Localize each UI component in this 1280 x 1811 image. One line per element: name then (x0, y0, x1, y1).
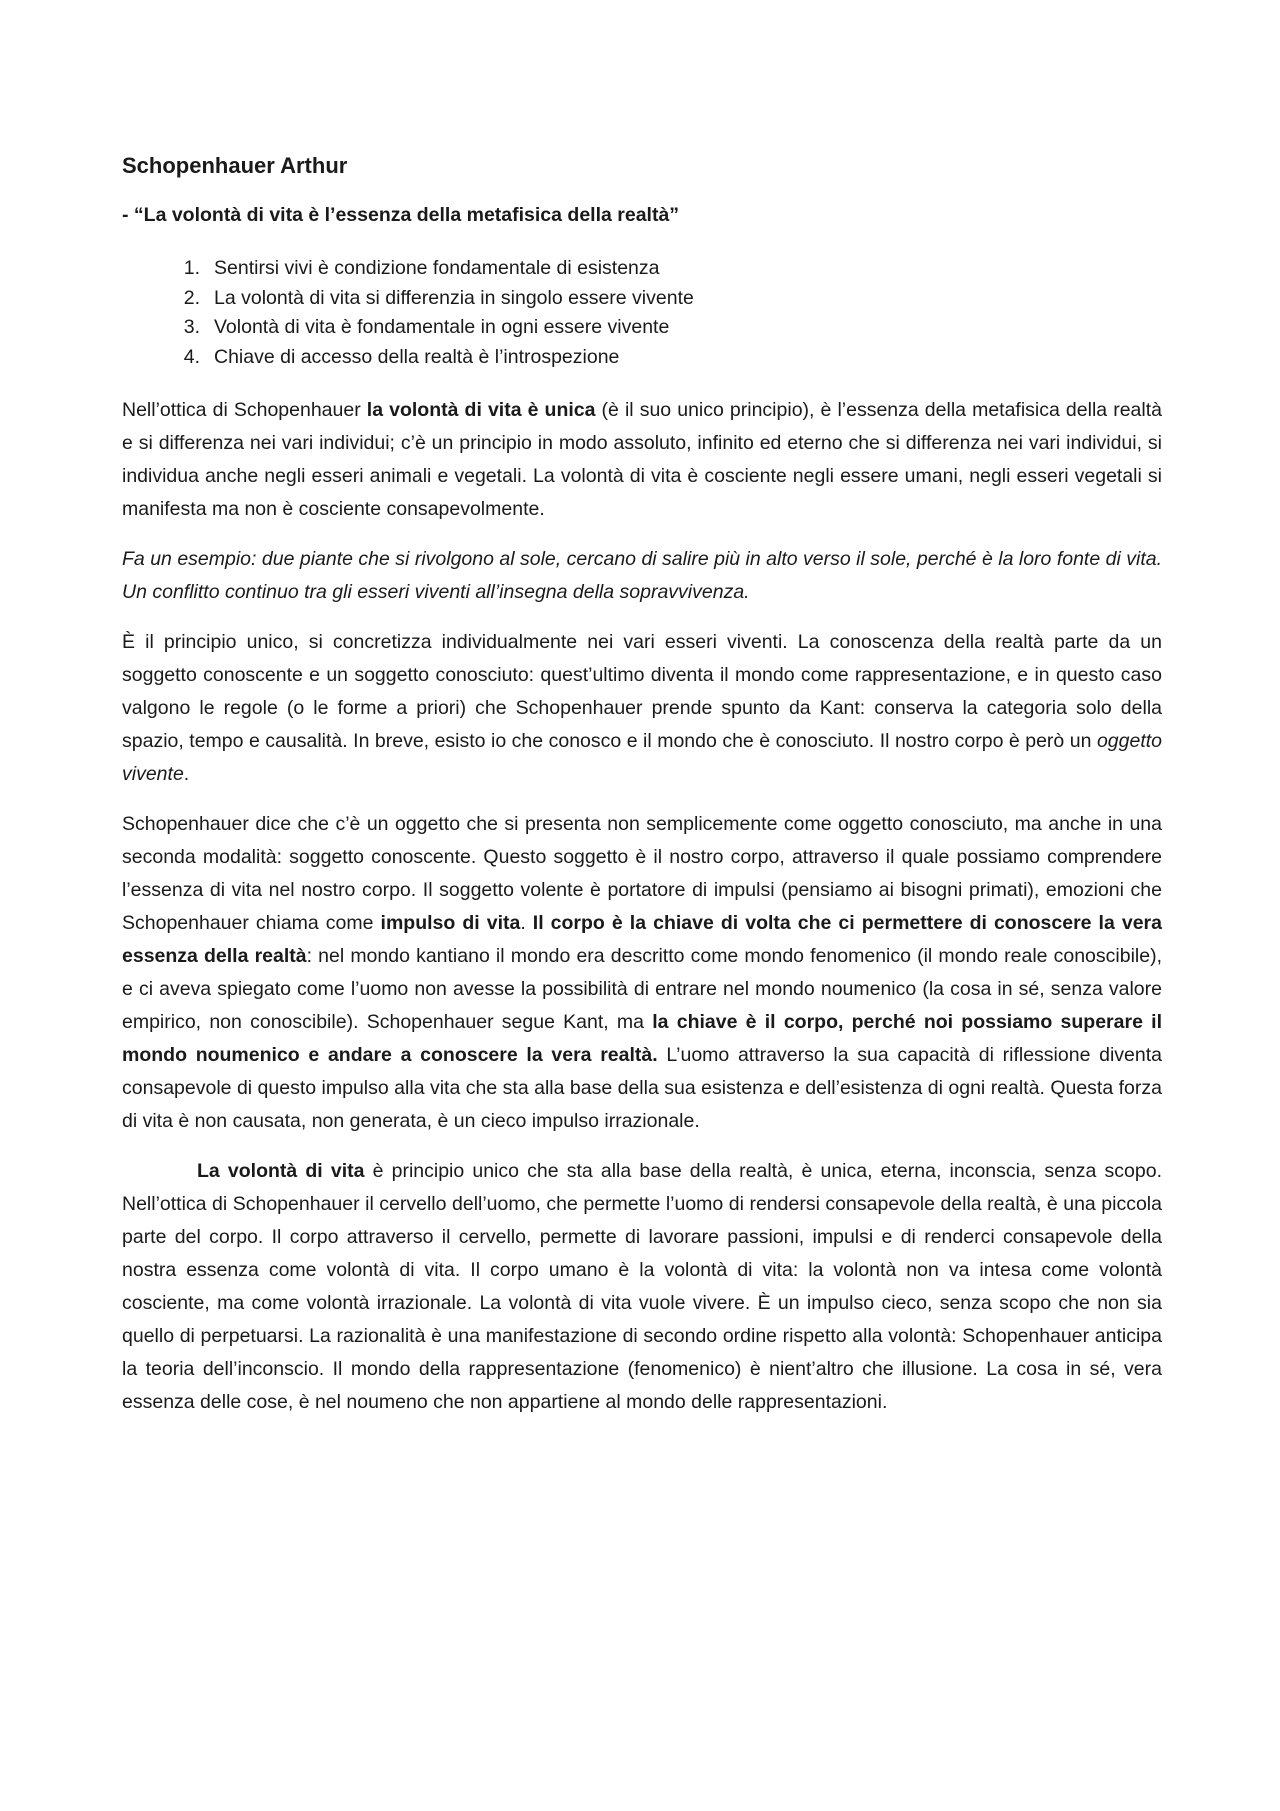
key-points-list (122, 254, 1162, 372)
list-item: 2. La volontà di vita si differenzia in singolo essere vivente (183, 286, 694, 309)
list-item: 3. Volontà di vita è fondamentale in ogni essere vivente (183, 316, 670, 338)
list-item: 1. Sentirsi vivi è condizione fondamentale di esistenza (183, 257, 660, 279)
document-page (122, 150, 1162, 1436)
paragraph-5: La volontà di vita è principio unico che sta alla base della realtà, è unica, eterna, inconscia, senza scopo. Nell’ottica di Schopenhauer il cervello dell’uomo, che permette l’uomo di rendersi consapevole della realtà, è una piccola parte del corpo. Il corpo attraverso il cervello, permette di lavorare passioni, impulsi e di renderci consapevole della nostra essenza come volontà di vita. Il corpo umano è la volontà di vita: la volontà non va intesa come volontà cosciente, ma come volontà irrazionale. La volontà di vita vuole vivere. È un impulso cieco, senza scopo che non sia quello di perpetuarsi. La razionalità è una manifestazione di secondo ordine rispetto alla volontà: Schopenhauer anticipa la teoria dell’inconscio. Il mondo della rappresentazione (fenomenico) è nient’altro che illusione. La cosa in sé, vera essenza delle cose, è nel noumeno che non appartiene al mondo delle rappresentazioni. (122, 1160, 1163, 1413)
paragraph-2-example: Fa un esempio: due piante che si rivolgono al sole, cercano di salire più in alto verso il sole, perché è la loro fonte di vita. Un conflitto continuo tra gli esseri viventi all’insegna della sopravvivenza. (122, 548, 1162, 603)
document-subtitle: - “La volontà di vita è l’essenza della metafisica della realtà” (122, 204, 680, 226)
paragraph-4: Schopenhauer dice che c’è un oggetto che si presenta non semplicemente come oggetto conosciuto, ma anche in una seconda modalità: soggetto conoscente. Questo soggetto è il nostro corpo, attraverso il quale possiamo comprendere l’essenza di vita nel nostro corpo. Il soggetto volente è portatore di impulsi (pensiamo ai bisogni primati), emozioni che Schopenhauer chiama come impulso di vita. Il corpo è la chiave di volta che ci permettere di conoscere la vera essenza della realtà: nel mondo kantiano il mondo era descritto come mondo fenomenico (il mondo reale conoscibile), e ci aveva spiegato come l’uomo non avesse la possibilità di entrare nel mondo noumenico (la cosa in sé, senza valore empirico, non conoscibile). Schopenhauer segue Kant, ma la chiave è il corpo, perché noi possiamo superare il mondo noumenico e andare a conoscere la vera realtà. L’uomo attraverso la sua capacità di riflessione diventa consapevole di questo impulso alla vita che sta alla base della sua esistenza e dell’esistenza di ogni realtà. Questa forza di vita è non causata, non generata, è un cieco impulso irrazionale. (122, 813, 1163, 1132)
paragraph-3: È il principio unico, si concretizza individualmente nei vari esseri viventi. La conoscenza della realtà parte da un soggetto conoscente e un soggetto conosciuto: quest’ultimo diventa il mondo come rappresentazione, e in questo caso valgono le regole (o le forme a priori) che Schopenhauer prende spunto da Kant: conserva la categoria solo della spazio, tempo e causalità. In breve, esisto io che conosco e il mondo che è conosciuto. Il nostro corpo è però un oggetto vivente. (122, 631, 1162, 785)
paragraph-1: Nell’ottica di Schopenhauer la volontà di vita è unica (è il suo unico principio), è l’essenza della metafisica della realtà e si differenza nei vari individui; c’è un principio in modo assoluto, infinito ed eterno che si differenza nei vari individui, si individua anche negli esseri animali e vegetali. La volontà di vita è cosciente negli essere umani, negli esseri vegetali si manifesta ma non è cosciente consapevolmente. (122, 399, 1162, 520)
list-item: 4. Chiave di accesso della realtà è l’introspezione (183, 345, 620, 368)
document-title: Schopenhauer Arthur (122, 153, 348, 178)
